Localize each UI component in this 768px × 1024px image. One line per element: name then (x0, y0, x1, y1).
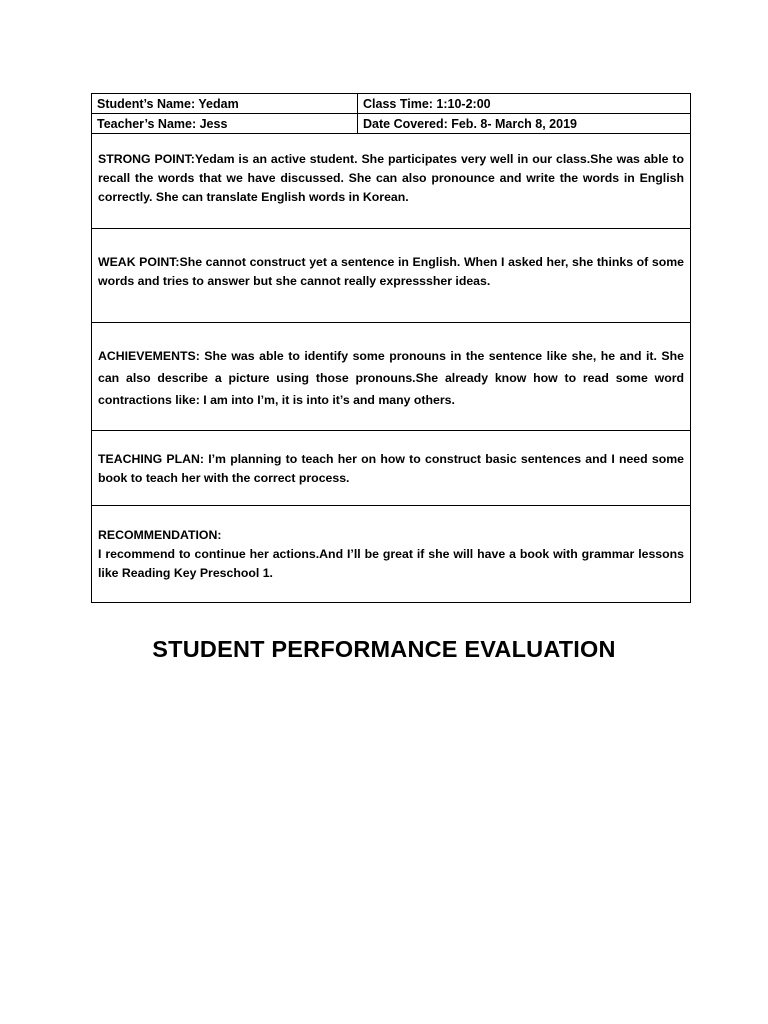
student-name-cell: Student’s Name: Yedam (92, 94, 358, 113)
achievements-text: ACHIEVEMENTS: She was able to identify some pronouns in the sentence like she, he and it. She can also describe a picture using those pronouns.She already know how to read some word contractions like: I am into I’m, it is into it’s and many others. (98, 349, 684, 407)
strong-point-section (92, 134, 690, 229)
recommendation-section (92, 506, 690, 602)
evaluation-table (91, 93, 691, 603)
teaching-plan-section (92, 431, 690, 506)
page-title: STUDENT PERFORMANCE EVALUATION (152, 636, 616, 662)
strong-point-text: STRONG POINT:Yedam is an active student. She participates very well in our class.She was able to recall the words that we have discussed. She can also pronounce and write the words in English correctly. She can translate English words in Korean. (98, 152, 684, 204)
recommendation-text: I recommend to continue her actions.And I’ll be great if she will have a book with grammar lessons like Reading Key Preschool 1. (98, 547, 684, 580)
recommendation-label: RECOMMENDATION: (98, 528, 222, 542)
date-covered-cell: Date Covered: Feb. 8- March 8, 2019 (363, 117, 577, 131)
teaching-plan-text: TEACHING PLAN: I’m planning to teach her on how to construct basic sentences and I need some book to teach her with the correct process. (98, 452, 684, 485)
header-row-2 (92, 114, 690, 134)
header-row-1 (92, 94, 690, 114)
weak-point-section (92, 229, 690, 323)
weak-point-text: WEAK POINT:She cannot construct yet a sentence in English. When I asked her, she thinks of some words and tries to answer but she cannot really expresssher ideas. (98, 255, 684, 288)
achievements-section (92, 323, 690, 431)
class-time-cell: Class Time: 1:10-2:00 (363, 97, 491, 111)
teacher-name-cell: Teacher’s Name: Jess (92, 114, 358, 133)
